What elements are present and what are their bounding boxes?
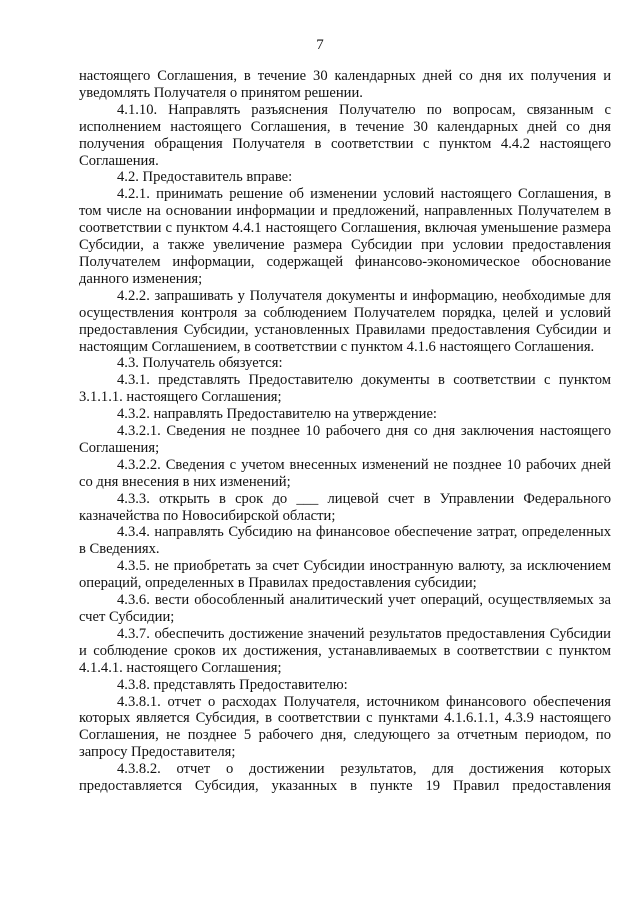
paragraph-4-3-8-1: 4.3.8.1. отчет о расходах Получателя, источником финансового обеспечения которых является Субсидия, в соответствии с пунктами 4.1.6.1.1, 4.3.9 настоящего Соглашения, не позднее 5 рабочего дня, следующего за отчетным периодом, по запросу Предоставителя; [79,693,611,761]
page-number: 7 [316,37,324,53]
paragraph-4-3-2: 4.3.2. направлять Предоставителю на утверждение: [117,406,437,423]
document-body [79,68,611,795]
paragraph-4-3-7: 4.3.7. обеспечить достижение значений результатов предоставления Субсидии и соблюдение сроков их достижения, устанавливаемых в соответствии с пунктом 4.1.4.1. настоящего Соглашения; [79,625,611,676]
paragraph-continuation: настоящего Соглашения, в течение 30 календарных дней со дня их получения и уведомлять Получателя о принятом решении. [79,68,611,101]
paragraph-4-3-8: 4.3.8. представлять Предоставителю: [117,676,348,693]
paragraph-4-3-6: 4.3.6. вести обособленный аналитический учет операций, осуществляемых за счет Субсидии; [79,592,611,625]
paragraph-4-2: 4.2. Предоставитель вправе: [117,169,293,186]
paragraph-4-2-2: 4.2.2. запрашивать у Получателя документы и информацию, необходимые для осуществления контроля за соблюдением Получателем порядка, целей и условий предоставления Субсидии, установленных Правилами предоставления Субсидии и настоящим Соглашением, в соответствии с пунктом 4.1.6 настоящего Соглашения. [79,287,611,355]
paragraph-4-3-2-1: 4.3.2.1. Сведения не позднее 10 рабочего дня со дня заключения настоящего Соглашения; [79,423,611,456]
paragraph-4-3: 4.3. Получатель обязуется: [117,355,283,372]
paragraph-4-1-10: 4.1.10. Направлять разъяснения Получателю по вопросам, связанным с исполнением настоящего Соглашения, в течение 30 календарных дней со дня получения обращения Получателя в соответствии с пунктом 4.4.2 настоящего Соглашения. [79,101,611,169]
paragraph-4-3-2-2: 4.3.2.2. Сведения с учетом внесенных изменений не позднее 10 рабочих дней со дня внесения в них изменений; [79,456,611,490]
paragraph-4-2-1: 4.2.1. принимать решение об изменении условий настоящего Соглашения, в том числе на основании информации и предложений, направленных Получателем в соответствии с пунктом 4.4.1 настоящего Соглашения, включая уменьшение размера Субсидии, а также увеличение размера Субсидии при условии предоставления Получателем информации, содержащей финансово-экономическое обоснование данного изменения; [79,186,611,287]
paragraph-4-3-4: 4.3.4. направлять Субсидию на финансовое обеспечение затрат, определенных в Сведениях. [79,524,611,558]
paragraph-4-3-8-2: 4.3.8.2. отчет о достижении результатов, для достижения которых предоставляется Субсидия, указанных в пункте 19 Правил предоставления [79,761,611,795]
paragraph-4-3-5: 4.3.5. не приобретать за счет Субсидии иностранную валюту, за исключением операций, определенных в Правилах предоставления субсидии; [79,558,611,592]
paragraph-4-3-1: 4.3.1. представлять Предоставителю документы в соответствии с пунктом 3.1.1.1. настоящего Соглашения; [79,372,611,406]
paragraph-4-3-3: 4.3.3. открыть в срок до ___ лицевой счет в Управлении Федерального казначейства по Новосибирской области; [79,490,611,524]
